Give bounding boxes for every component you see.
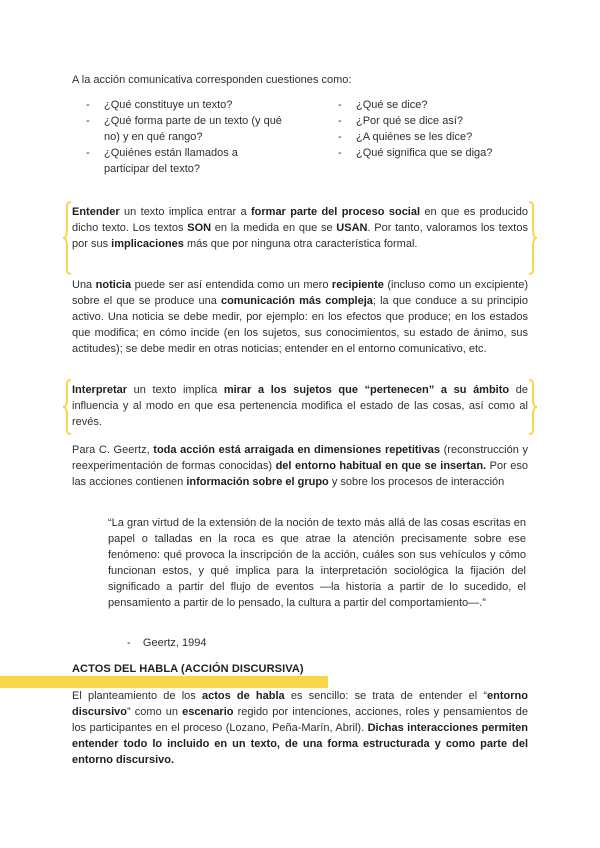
left-brace-icon (62, 200, 72, 276)
list-item: - ¿Qué se dice? (338, 99, 428, 111)
section-heading: ACTOS DEL HABLA (ACCIÓN DISCURSIVA) (72, 663, 304, 675)
list-item: - ¿Quiénes están llamados a participar del texto? (86, 147, 238, 175)
bullet-dash: - (338, 147, 342, 159)
quote-citation: - Geertz, 1994 (127, 637, 207, 649)
paragraph-interpretar: Interpretar un texto implica mirar a los sujetos que “pertenecen” a su ámbito de influencia y al modo en que esa pertenencia modifica el estado de las cosas, así como al revés. (72, 384, 528, 428)
list-item: - ¿Qué significa que se diga? (338, 147, 493, 159)
left-brace-icon (62, 378, 72, 436)
list-item: - ¿Qué forma parte de un texto (y qué no) y en qué rango? (86, 115, 282, 143)
highlight-paragraph-entender (62, 200, 538, 276)
right-question-list (338, 97, 526, 161)
list-item: - ¿Por qué se dice así? (338, 115, 464, 127)
paragraph-entender: Entender un texto implica entrar a formar parte del proceso social en que es producido dicho texto. Los textos SON en la medida en que se USAN. Por tanto, valoramos los textos por sus implicaciones más que por ninguna otra característica formal. (72, 206, 528, 250)
paragraph-noticia: Una noticia puede ser así entendida como un mero recipiente (incluso como un excipiente) sobre el que se produce una comunicación más compleja; la que conduce a su principio activo. Una noticia se debe medir, por ejemplo: en los efectos que produce; en los estados que modifica; en cómo incide (en los sujetos, sus conocimientos, su estado de ánimo, sus actitudes); se debe medir en otras noticias; entender en el entorno comunicativo, etc. (72, 279, 528, 355)
bullet-dash: - (86, 99, 90, 111)
geertz-quote: “La gran virtud de la extensión de la noción de texto más allá de las cosas escritas en papel o talladas en la roca es que atrae la atención precisamente sobre ese fenómeno: qué provoca la inscripción de la acción, cuáles son sus vehículos y cómo funcionan estos, y qué implica para la interpretación sociológica la fijación del significado a partir del flujo de eventos —la historia a partir de lo sucedido, el pensamiento a partir de lo pensado, la cultura a partir del comportamiento—.” (108, 517, 526, 609)
list-item: - ¿Qué constituye un texto? (86, 99, 233, 111)
highlight-paragraph-interpretar (62, 378, 538, 436)
left-question-list (86, 97, 286, 177)
paragraph-geertz: Para C. Geertz, toda acción está arraigada en dimensiones repetitivas (reconstrucción y reexperimentación de formas conocidas) del entorno habitual en que se insertan. Por eso las acciones contienen información sobre el grupo y sobre los procesos de interacción (72, 444, 528, 488)
paragraph-actos-habla: El planteamiento de los actos de habla es sencillo: se trata de entender el “entorno discursivo” como un escenario regido por intenciones, acciones, roles y pensamientos de los participantes en el proceso (Lozano, Peña-Marín, Abril). Dichas interacciones permiten entender todo lo incluido en un texto, de una forma estructurada y como parte del entorno discursivo. (72, 690, 529, 766)
intro-text: A la acción comunicativa corresponden cuestiones como: (72, 74, 352, 86)
right-brace-icon (528, 378, 538, 436)
bullet-dash: - (86, 147, 90, 159)
heading-highlight-bar (0, 676, 328, 688)
list-item: - ¿A quiénes se les dice? (338, 131, 473, 143)
bullet-dash: - (86, 115, 90, 127)
bullet-dash: - (338, 99, 342, 111)
bullet-dash: - (338, 115, 342, 127)
right-brace-icon (528, 200, 538, 276)
citation-dash: - (127, 637, 131, 649)
bullet-dash: - (338, 131, 342, 143)
